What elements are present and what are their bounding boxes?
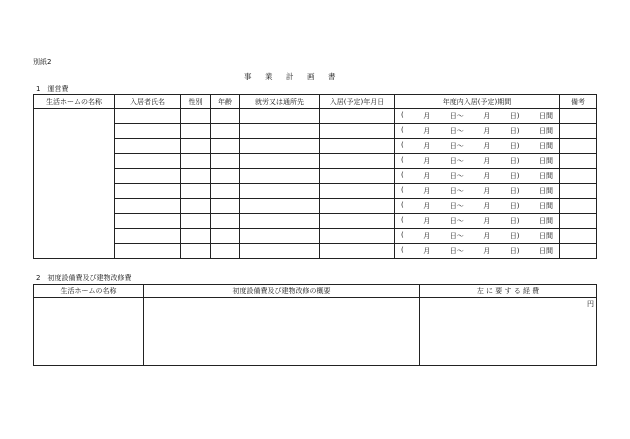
age-cell[interactable] <box>211 184 240 199</box>
period-part: 日) <box>509 187 520 195</box>
remarks-cell[interactable] <box>560 229 597 244</box>
col-age: 年齢 <box>211 95 240 109</box>
period-part: 月 <box>483 157 491 165</box>
age-cell[interactable] <box>211 169 240 184</box>
equipment-renovation-table <box>33 284 597 366</box>
table-header-row <box>34 95 597 109</box>
workplace-cell[interactable] <box>240 244 320 259</box>
gender-cell[interactable] <box>181 124 211 139</box>
col-period: 年度内入居(予定)期間 <box>395 95 560 109</box>
period-part: 日) <box>509 157 520 165</box>
col-gender: 性別 <box>181 95 211 109</box>
resident-name-cell[interactable] <box>115 199 181 214</box>
period-part: 月 <box>423 247 431 255</box>
period-part: ( <box>401 231 404 239</box>
period-part: 月 <box>423 172 431 180</box>
home-name-cell[interactable] <box>34 298 144 366</box>
resident-name-cell[interactable] <box>115 214 181 229</box>
workplace-cell[interactable] <box>240 154 320 169</box>
workplace-cell[interactable] <box>240 109 320 124</box>
period-part: 日) <box>509 142 520 150</box>
appendix-label: 別紙2 <box>33 58 52 66</box>
cost-cell[interactable] <box>420 298 597 366</box>
workplace-cell[interactable] <box>240 139 320 154</box>
period-part: 日〜 <box>449 127 464 135</box>
period-part: 月 <box>423 187 431 195</box>
resident-name-cell[interactable] <box>115 229 181 244</box>
period-part: 日間 <box>538 247 553 255</box>
period-part: 日間 <box>538 232 553 240</box>
section1-heading: 1 運営費 <box>36 85 69 93</box>
period-part: 月 <box>423 112 431 120</box>
period-part: 日) <box>509 232 520 240</box>
period-part: 月 <box>483 127 491 135</box>
period-part: 月 <box>483 217 491 225</box>
period-template <box>395 186 559 196</box>
age-cell[interactable] <box>211 244 240 259</box>
period-cell[interactable] <box>395 244 560 259</box>
period-part: 日〜 <box>449 202 464 210</box>
gender-cell[interactable] <box>181 184 211 199</box>
period-part: 日間 <box>538 202 553 210</box>
remarks-cell[interactable] <box>560 214 597 229</box>
period-template <box>395 171 559 181</box>
remarks-cell[interactable] <box>560 184 597 199</box>
overview-cell[interactable] <box>144 298 420 366</box>
gender-cell[interactable] <box>181 154 211 169</box>
period-cell[interactable] <box>395 169 560 184</box>
period-part: 日〜 <box>449 172 464 180</box>
period-part: 月 <box>423 202 431 210</box>
resident-name-cell[interactable] <box>115 184 181 199</box>
gender-cell[interactable] <box>181 109 211 124</box>
gender-cell[interactable] <box>181 229 211 244</box>
period-part: 日) <box>509 202 520 210</box>
gender-cell[interactable] <box>181 199 211 214</box>
table-row <box>34 109 597 124</box>
period-part: ( <box>401 126 404 134</box>
period-part: 日) <box>509 127 520 135</box>
remarks-cell[interactable] <box>560 139 597 154</box>
table-row <box>34 244 597 259</box>
workplace-cell[interactable] <box>240 124 320 139</box>
col-resident-name: 入居者氏名 <box>115 95 181 109</box>
period-cell[interactable] <box>395 124 560 139</box>
period-part: 日〜 <box>449 142 464 150</box>
period-part: 月 <box>423 217 431 225</box>
workplace-cell[interactable] <box>240 229 320 244</box>
col-remarks: 備考 <box>560 95 597 109</box>
period-part: 月 <box>483 142 491 150</box>
operating-cost-table <box>33 94 597 259</box>
gender-cell[interactable] <box>181 139 211 154</box>
period-part: 日〜 <box>449 157 464 165</box>
move-in-date-cell[interactable] <box>320 124 395 139</box>
period-part: 月 <box>483 112 491 120</box>
gender-cell[interactable] <box>181 214 211 229</box>
period-part: 日間 <box>538 172 553 180</box>
period-template <box>395 126 559 136</box>
age-cell[interactable] <box>211 139 240 154</box>
period-part: ( <box>401 171 404 179</box>
resident-name-cell[interactable] <box>115 124 181 139</box>
period-part: 月 <box>423 127 431 135</box>
period-part: 日間 <box>538 142 553 150</box>
period-part: 日〜 <box>449 112 464 120</box>
period-part: 日) <box>509 172 520 180</box>
period-part: 月 <box>423 157 431 165</box>
period-template <box>395 246 559 256</box>
col-home-name: 生活ホームの名称 <box>34 95 115 109</box>
table-row <box>34 139 597 154</box>
period-part: 日間 <box>538 157 553 165</box>
move-in-date-cell[interactable] <box>320 184 395 199</box>
period-part: 日間 <box>538 112 553 120</box>
col-home-name: 生活ホームの名称 <box>34 285 144 298</box>
remarks-cell[interactable] <box>560 109 597 124</box>
age-cell[interactable] <box>211 214 240 229</box>
period-part: 日) <box>509 217 520 225</box>
period-part: 日〜 <box>449 247 464 255</box>
table-row <box>34 154 597 169</box>
age-cell[interactable] <box>211 154 240 169</box>
period-cell[interactable] <box>395 109 560 124</box>
period-part: ( <box>401 186 404 194</box>
period-part: 月 <box>483 247 491 255</box>
move-in-date-cell[interactable] <box>320 154 395 169</box>
age-cell[interactable] <box>211 229 240 244</box>
section2-heading: 2 初度設備費及び建物改修費 <box>36 274 132 282</box>
period-template <box>395 156 559 166</box>
age-cell[interactable] <box>211 199 240 214</box>
period-part: 日間 <box>538 127 553 135</box>
period-part: 日間 <box>538 187 553 195</box>
period-part: ( <box>401 246 404 254</box>
period-cell[interactable] <box>395 229 560 244</box>
yen-unit: 円 <box>587 300 594 308</box>
period-part: ( <box>401 201 404 209</box>
document-title: 事 業 計 画 書 <box>244 72 339 81</box>
period-template <box>395 201 559 211</box>
period-part: 月 <box>483 187 491 195</box>
period-part: 月 <box>423 232 431 240</box>
col-overview: 初度設備費及び建物改修の概要 <box>144 285 420 298</box>
gender-cell[interactable] <box>181 169 211 184</box>
period-part: ( <box>401 216 404 224</box>
period-part: ( <box>401 141 404 149</box>
remarks-cell[interactable] <box>560 244 597 259</box>
workplace-cell[interactable] <box>240 199 320 214</box>
period-part: 日〜 <box>449 187 464 195</box>
col-cost: 左 に 要 す る 経 費 <box>420 285 597 298</box>
resident-name-cell[interactable] <box>115 244 181 259</box>
home-name-cell[interactable] <box>34 109 115 259</box>
table-header-row <box>34 285 597 298</box>
period-part: 月 <box>483 202 491 210</box>
age-cell[interactable] <box>211 124 240 139</box>
workplace-cell[interactable] <box>240 214 320 229</box>
period-cell[interactable] <box>395 199 560 214</box>
period-cell[interactable] <box>395 214 560 229</box>
period-part: 日間 <box>538 217 553 225</box>
move-in-date-cell[interactable] <box>320 199 395 214</box>
workplace-cell[interactable] <box>240 184 320 199</box>
resident-name-cell[interactable] <box>115 169 181 184</box>
table-row <box>34 298 597 366</box>
period-part: 月 <box>423 142 431 150</box>
period-cell[interactable] <box>395 184 560 199</box>
col-move-in-date: 入居(予定)年月日 <box>320 95 395 109</box>
table-row <box>34 214 597 229</box>
period-part: ( <box>401 156 404 164</box>
table-row <box>34 229 597 244</box>
period-part: 日〜 <box>449 217 464 225</box>
period-cell[interactable] <box>395 139 560 154</box>
remarks-cell[interactable] <box>560 124 597 139</box>
move-in-date-cell[interactable] <box>320 244 395 259</box>
workplace-cell[interactable] <box>240 169 320 184</box>
remarks-cell[interactable] <box>560 169 597 184</box>
table-row <box>34 184 597 199</box>
move-in-date-cell[interactable] <box>320 214 395 229</box>
remarks-cell[interactable] <box>560 154 597 169</box>
period-template <box>395 111 559 121</box>
age-cell[interactable] <box>211 109 240 124</box>
period-part: 日〜 <box>449 232 464 240</box>
period-template <box>395 231 559 241</box>
period-part: ( <box>401 111 404 119</box>
col-workplace: 就労又は通所先 <box>240 95 320 109</box>
move-in-date-cell[interactable] <box>320 109 395 124</box>
period-part: 月 <box>483 172 491 180</box>
period-template <box>395 216 559 226</box>
period-cell[interactable] <box>395 154 560 169</box>
table-row <box>34 124 597 139</box>
period-part: 日) <box>509 247 520 255</box>
resident-name-cell[interactable] <box>115 109 181 124</box>
move-in-date-cell[interactable] <box>320 139 395 154</box>
resident-name-cell[interactable] <box>115 154 181 169</box>
remarks-cell[interactable] <box>560 199 597 214</box>
resident-name-cell[interactable] <box>115 139 181 154</box>
move-in-date-cell[interactable] <box>320 169 395 184</box>
table-row <box>34 199 597 214</box>
move-in-date-cell[interactable] <box>320 229 395 244</box>
gender-cell[interactable] <box>181 244 211 259</box>
period-template <box>395 141 559 151</box>
period-part: 日) <box>509 112 520 120</box>
period-part: 月 <box>483 232 491 240</box>
table-row <box>34 169 597 184</box>
